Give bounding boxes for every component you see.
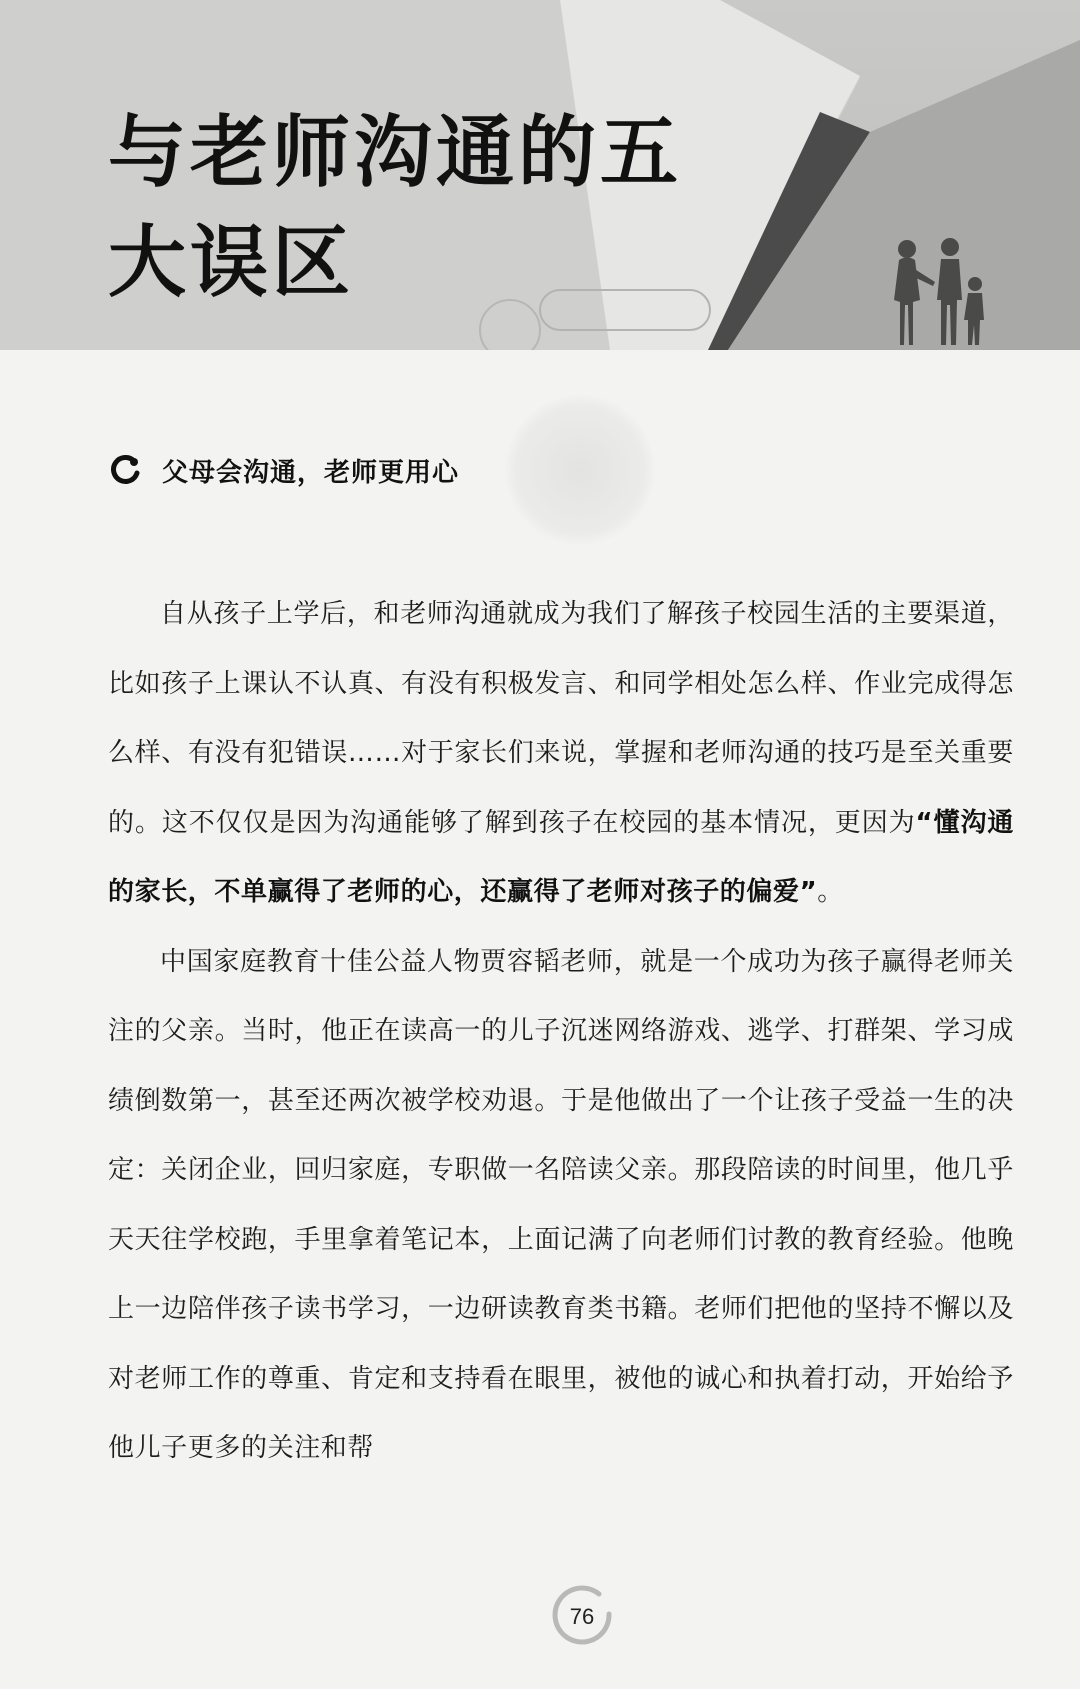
page-number: 76 xyxy=(569,1604,595,1629)
section-heading xyxy=(108,448,459,492)
body-text xyxy=(108,580,1014,1484)
chapter-header-band xyxy=(0,0,1080,350)
chapter-title xyxy=(108,98,728,318)
page-folio xyxy=(549,1584,615,1650)
paragraph-1-text: 自从孩子上学后，和老师沟通就成为我们了解孩子校园生活的主要渠道，比如孩子上课认不认真、有没有积极发言、和同学相处怎么样、作业完成得怎么样、有没有犯错误……对于家长们来说，掌握和老师沟通的技巧是至关重要的。这不仅仅是因为沟通能够了解到孩子在校园的基本情况，更因为 xyxy=(108,599,1014,838)
faint-watermark-seal xyxy=(505,395,655,545)
chapter-title-line-2: 大误区 xyxy=(108,217,355,308)
paragraph-2: 中国家庭教育十佳公益人物贾容韬老师，就是一个成功为孩子赢得老师关注的父亲。当时，他正在读高一的儿子沉迷网络游戏、逃学、打群架、学习成绩倒数第一，甚至还两次被学校劝退。于是他做出了一个让孩子受益一生的决定：关闭企业，回归家庭，专职做一名陪读父亲。那段陪读的时间里，他几乎天天往学校跑，手里拿着笔记本，上面记满了向老师们讨教的教育经验。他晚上一边陪伴孩子读书学习，一边研读教育类书籍。老师们把他的坚持不懈以及对老师工作的尊重、肯定和支持看在眼里，被他的诚心和执着打动，开始给予他儿子更多的关注和帮 xyxy=(108,946,1014,1463)
chapter-title-line-1: 与老师沟通的五 xyxy=(108,107,683,198)
circular-arrow-icon xyxy=(108,453,142,487)
paragraph-1-bold-quote: “懂沟通的家长，不单赢得了老师的心，还赢得了老师对孩子的偏爱” xyxy=(108,807,1014,907)
paragraph-1-end: 。 xyxy=(817,877,844,907)
section-heading-text: 父母会沟通，老师更用心 xyxy=(162,457,460,488)
paragraph-1 xyxy=(108,580,1014,928)
